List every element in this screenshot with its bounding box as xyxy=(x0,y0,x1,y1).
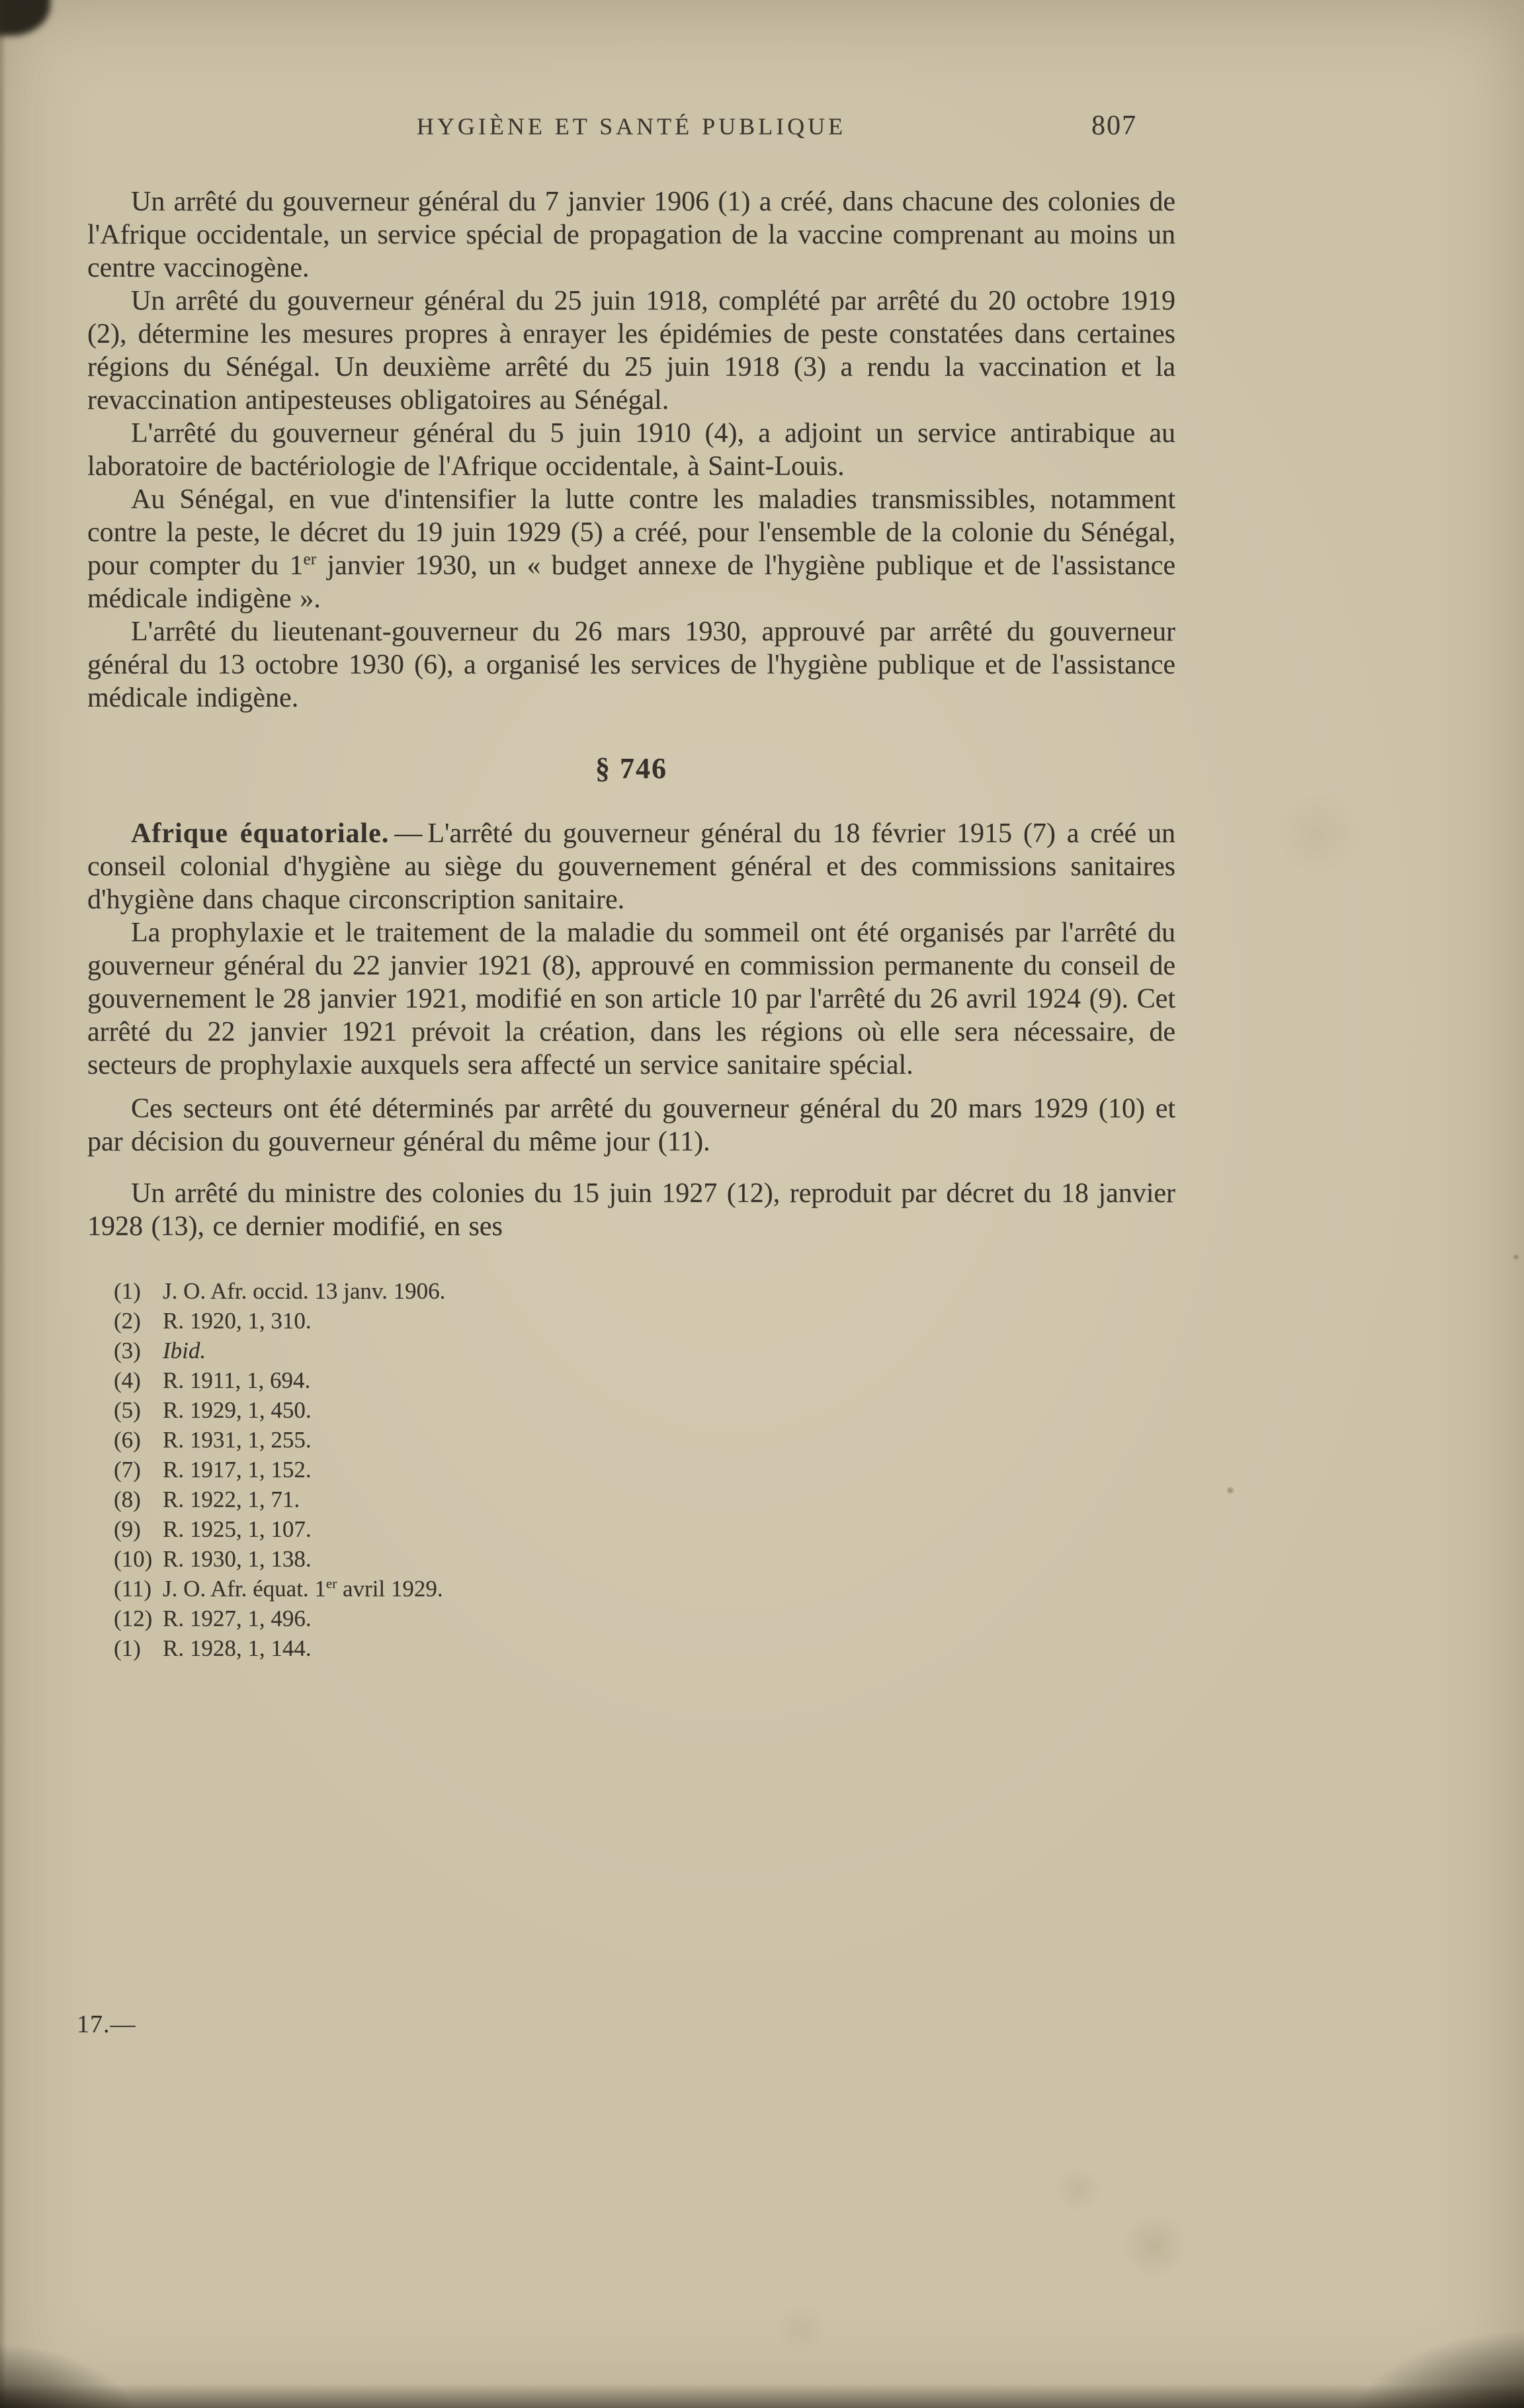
footnote-11 xyxy=(114,1574,1175,1604)
footnote-label: (6) xyxy=(114,1427,141,1453)
footnote-label: (12) xyxy=(114,1606,153,1631)
scan-shadow-bottom-edge xyxy=(0,2384,1524,2408)
paragraph-text: janvier 1930, un « budget annexe de l'hygiène publique et de l'assistance médicale indigène ». xyxy=(87,550,1176,614)
em-dash: — xyxy=(394,818,423,849)
footnote-text: R. 1925, 1, 107. xyxy=(163,1516,312,1542)
scan-shadow-bottom-right xyxy=(1355,2331,1524,2408)
printer-signature: 17.— xyxy=(77,2010,136,2038)
footnote-8 xyxy=(114,1484,1175,1514)
footnote-label: (7) xyxy=(114,1457,141,1483)
footnote-4 xyxy=(114,1365,1175,1395)
footnote-text: avril 1929. xyxy=(337,1576,443,1602)
footnote-1 xyxy=(114,1276,1175,1306)
running-header xyxy=(87,112,1175,159)
footnote-text: J. O. Afr. occid. 13 janv. 1906. xyxy=(163,1278,446,1304)
footnote-3 xyxy=(114,1336,1175,1365)
footnote-text: R. 1928, 1, 144. xyxy=(163,1635,312,1661)
footnote-text: R. 1931, 1, 255. xyxy=(163,1427,312,1453)
paragraph-arrete-1930: L'arrêté du lieutenant-gouverneur du 26 mars 1930, approuvé par arrêté du gouverneur général du 13 octobre 1930 (6), a organisé les services de l'hygiène publique et de l'assistance médicale indigène. xyxy=(87,617,1175,713)
footnote-text: Ibid. xyxy=(163,1338,206,1363)
footnote-text: R. 1917, 1, 152. xyxy=(163,1457,312,1483)
section-heading-746: § 746 xyxy=(595,752,667,785)
footnote-label: (1) xyxy=(114,1635,141,1661)
footnote-13 xyxy=(114,1633,1175,1663)
paragraph-lead-bold: Afrique équatoriale. xyxy=(131,818,390,849)
scan-shadow-top-left xyxy=(0,0,50,36)
superscript-er: er xyxy=(303,550,317,568)
footnote-label: (9) xyxy=(114,1516,141,1542)
scan-shadow-left-edge xyxy=(0,0,7,2408)
footnotes-block xyxy=(87,1276,1175,1663)
footnote-text: J. O. Afr. équat. 1 xyxy=(163,1576,326,1602)
footnote-text: R. 1911, 1, 694. xyxy=(163,1367,311,1393)
footnote-label: (5) xyxy=(114,1397,141,1423)
superscript-er: er xyxy=(325,1575,337,1592)
footnote-label: (11) xyxy=(114,1576,152,1602)
paragraph-arrete-1910: L'arrêté du gouverneur général du 5 juin 1910 (4), a adjoint un service antirabique au laboratoire de bactériologie de l'Afrique occidentale, à Saint-Louis. xyxy=(87,418,1175,482)
footnote-7 xyxy=(114,1455,1175,1484)
footnote-label: (3) xyxy=(114,1338,141,1363)
paragraph-secteurs: Ces secteurs ont été déterminés par arrêté du gouverneur général du 20 mars 1929 (10) et par décision du gouverneur général du même jour (11). xyxy=(87,1094,1175,1157)
paragraph-afrique-equatoriale xyxy=(87,817,1175,916)
running-header-title: HYGIÈNE ET SANTÉ PUBLIQUE xyxy=(416,113,847,140)
footnote-label: (1) xyxy=(114,1278,141,1304)
footnote-5 xyxy=(114,1395,1175,1425)
footnote-text: R. 1922, 1, 71. xyxy=(163,1486,300,1512)
footnote-text: R. 1920, 1, 310. xyxy=(163,1308,312,1334)
footnote-label: (10) xyxy=(114,1546,153,1572)
footnote-6 xyxy=(114,1425,1175,1455)
paragraph-budget-annexe xyxy=(87,483,1175,615)
paragraph-arrete-ministre: Un arrêté du ministre des colonies du 15 juin 1927 (12), reproduit par décret du 18 janvier 1928 (13), ce dernier modifié, en ses xyxy=(87,1178,1175,1242)
footnote-text: R. 1930, 1, 138. xyxy=(163,1546,312,1572)
footnote-12 xyxy=(114,1604,1175,1633)
paragraph-prophylaxie: La prophylaxie et le traitement de la maladie du sommeil ont été organisés par l'arrêté du gouverneur général du 22 janvier 1921 (8), approuvé en commission permanente du conseil de gouvernement le 28 janvier 1921, modifié en son article 10 par l'arrêté du 26 avril 1924 (9). Cet arrêté du 22 janvier 1921 prévoit la création, dans les régions où elle sera nécessaire, de secteurs de prophylaxie auxquels sera affecté un service sanitaire spécial. xyxy=(87,918,1175,1080)
footnote-label: (2) xyxy=(114,1308,141,1334)
paragraph-arrete-1906: Un arrêté du gouverneur général du 7 janvier 1906 (1) a créé, dans chacune des colonies de l'Afrique occidentale, un service spécial de propagation de la vaccine comprenant au moins un centre vaccinogène. xyxy=(87,187,1175,283)
footnote-text: R. 1929, 1, 450. xyxy=(163,1397,312,1423)
paragraph-arrete-1918: Un arrêté du gouverneur général du 25 juin 1918, complété par arrêté du 20 octobre 1919 (2), détermine les mesures propres à enrayer les épidémies de peste constatées dans certaines régions du Sénégal. Un deuxième arrêté du 25 juin 1918 (3) a rendu la vaccination et la revaccination antipesteuses obligatoires au Sénégal. xyxy=(87,286,1175,415)
footnote-label: (4) xyxy=(114,1367,141,1393)
footnote-9 xyxy=(114,1514,1175,1544)
paragraph-text: L'arrêté du gouverneur général du 18 février 1915 (7) a créé un conseil colonial d'hygiène au siège du gouvernement général et des commissions sanitaires d'hygiène dans chaque circonscription sanitaire. xyxy=(87,818,1176,915)
paragraph-text: Au Sénégal, en vue d'intensifier la lutte contre les maladies transmissibles, notamment contre la peste, le décret du 19 juin 1929 (5) a créé, pour l'ensemble de la colonie du Sénégal, pour compter du 1 xyxy=(87,484,1175,581)
footnote-label: (8) xyxy=(114,1486,141,1512)
footnote-2 xyxy=(114,1306,1175,1336)
scan-shadow-bottom-left xyxy=(0,2344,136,2408)
text-column xyxy=(87,112,1175,1663)
page-number: 807 xyxy=(1091,110,1137,141)
footnote-10 xyxy=(114,1544,1175,1574)
footnote-text: R. 1927, 1, 496. xyxy=(163,1606,312,1631)
